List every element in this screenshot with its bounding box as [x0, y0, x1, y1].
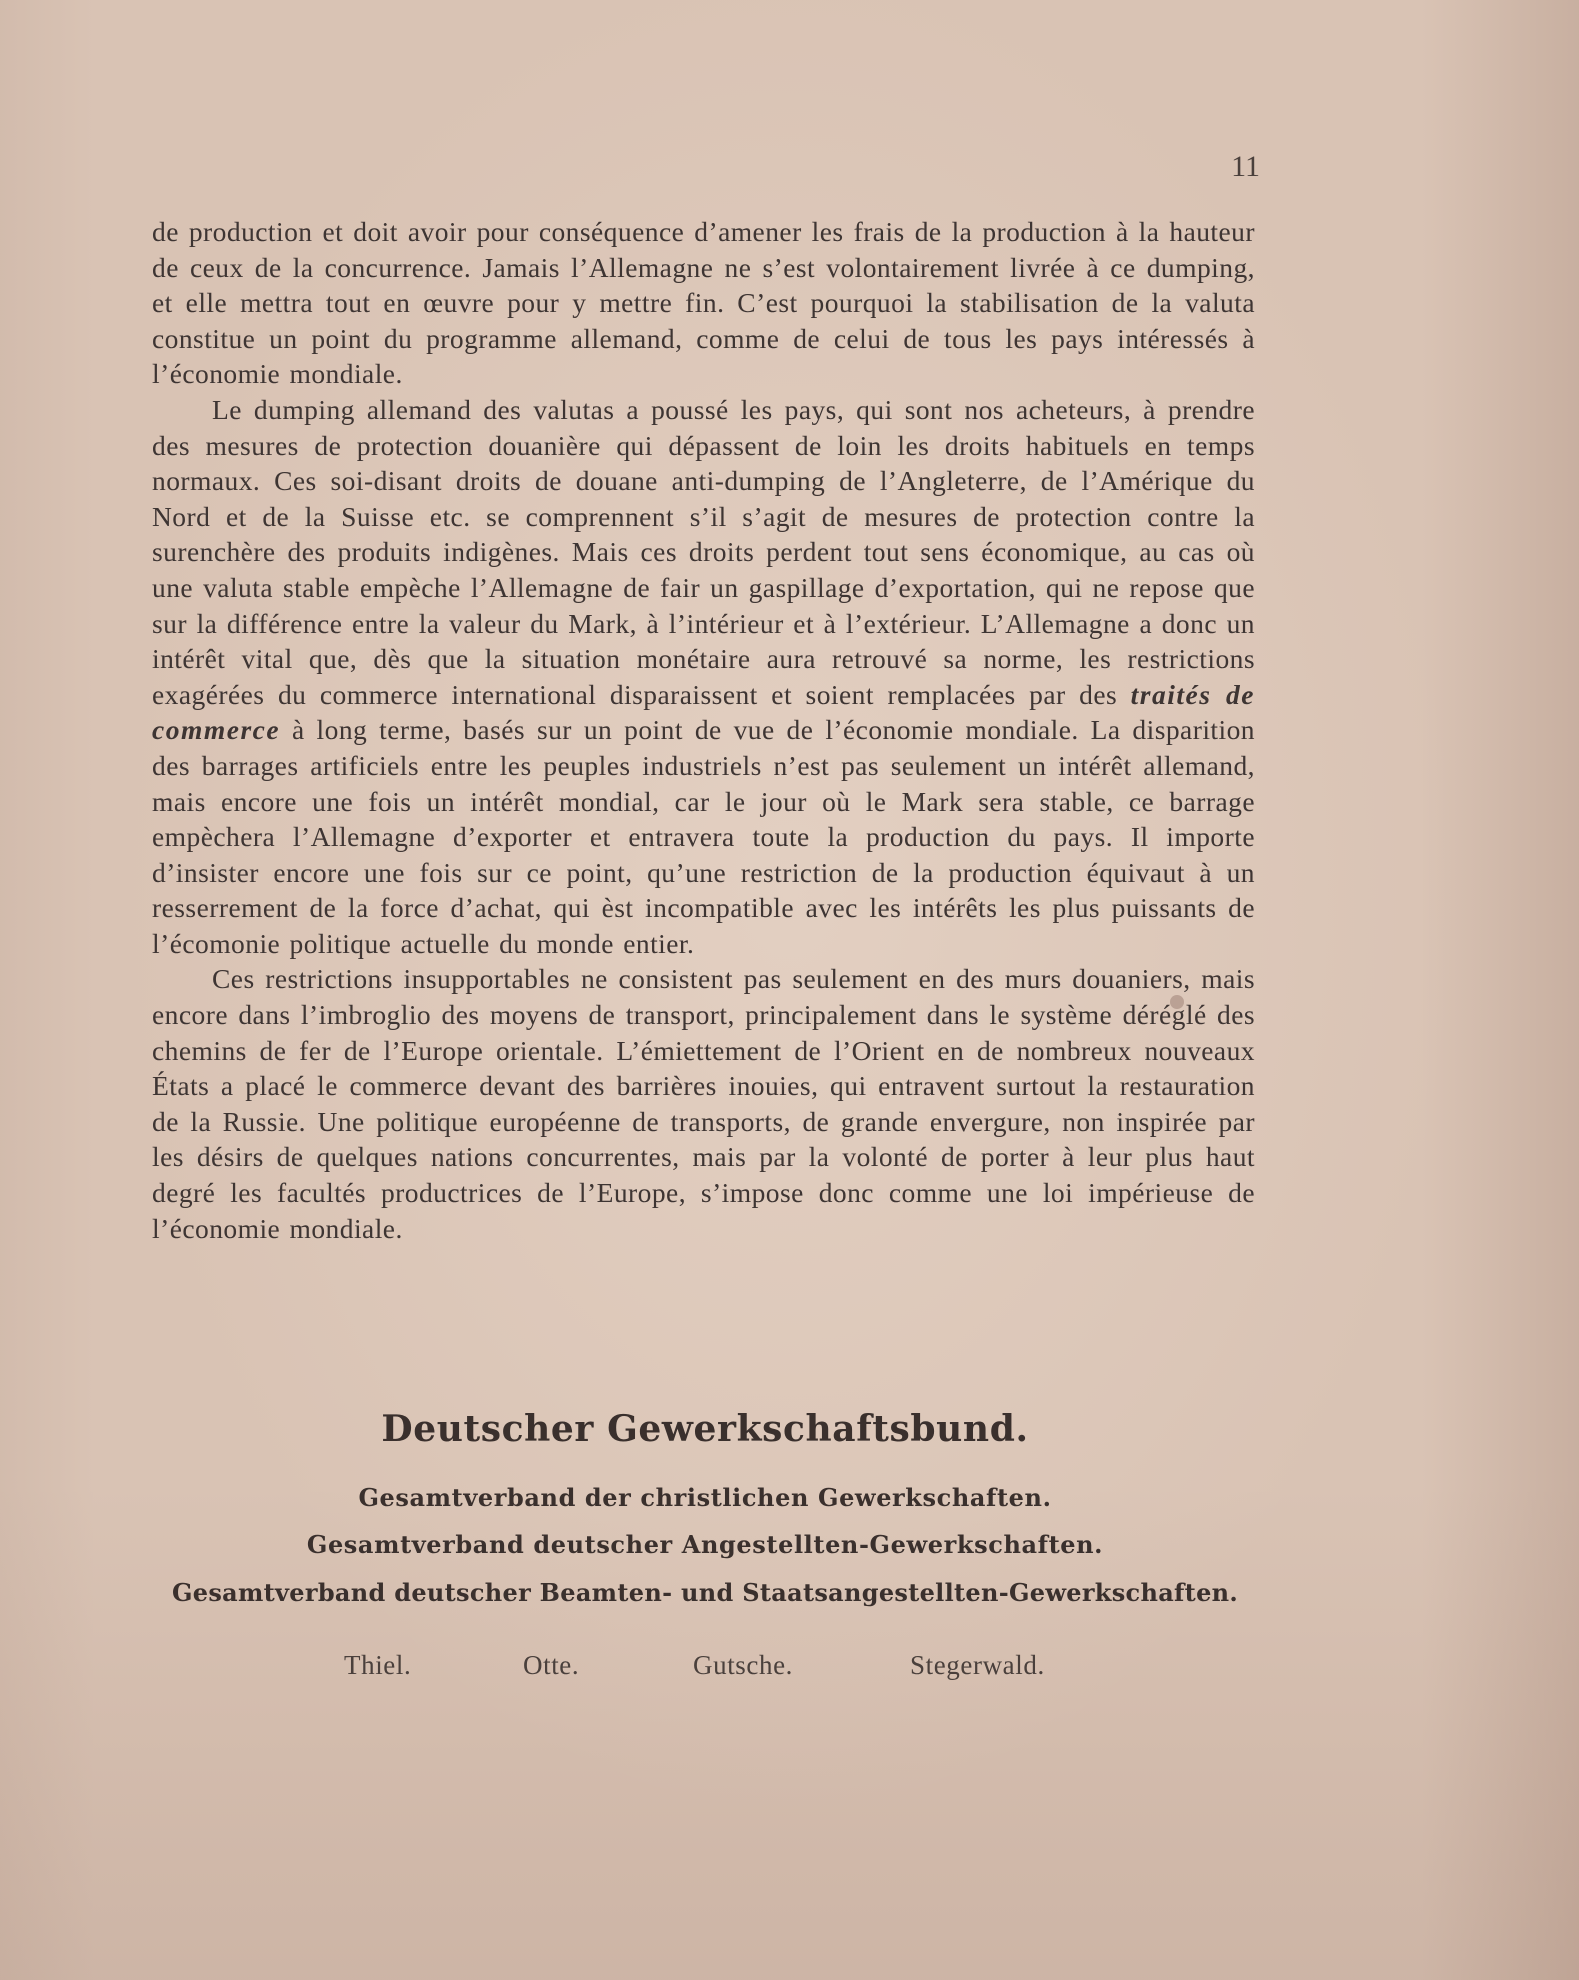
emphasis-traites-de-commerce: traités de commerce — [152, 678, 1255, 746]
signatory-name-stegerwald: Stegerwald. — [910, 1650, 1045, 1680]
page-number: 11 — [1231, 150, 1260, 183]
paragraph-3-text: Ces restrictions insupportables ne consistent pas seulement en des murs douaniers, mais encore dans l’imbroglio des moyens de transport, principalement dans le système déréglé des chemins de fer de l’Europe orientale. L’émiettement de l’Orient en de nombreux nouveaux États a placé le commerce devant des barrières inouies, qui entravent surtout la restauration de la Russie. Une politique européenne de transports, de grande envergure, non inspirée par les désirs de quelques nations concurrentes, mais par la volonté de porter à leur plus haut degré les facultés productrices de l’Europe, s’impose donc comme une loi impérieuse de l’économie mondiale. — [152, 963, 1255, 1244]
paragraph-3 — [152, 961, 1255, 1246]
paragraph-2-text-a: Le dumping allemand des valutas a poussé les pays, qui sont nos acheteurs, à prendre des mesures de protection douanière qui dépassent de loin les droits habituels en temps normaux. Ces soi-disant droits de douane anti-dumping de l’Angleterre, de l’Amérique du Nord et de la Suisse etc. se comprennent s’il s’agit de mesures de protection contre la surenchère des produits indigènes. Mais ces droits perdent tout sens économique, au cas où une valuta stable empèche l’Allemagne de fair un gaspillage d’exportation, qui ne repose que sur la différence entre la valeur du Mark, à l’intérieur et à l’extérieur. L’Allemagne a donc un intérêt vital que, dès que la situation monétaire aura retrouvé sa norme, les restrictions exagérées du commerce international disparaissent et soient remplacées par des — [152, 393, 1255, 710]
paragraph-1 — [152, 214, 1255, 392]
signatory-name-thiel: Thiel. — [344, 1650, 412, 1680]
signature-line-christian-unions: Gesamtverband der christlichen Gewerkschaften. — [358, 1483, 1052, 1512]
signature-line-civil-servant-unions: Gesamtverband deutscher Beamten- und Staatsangestellten-Gewerkschaften. — [171, 1578, 1239, 1607]
signature-line-employee-unions: Gesamtverband deutscher Angestellten-Gewerkschaften. — [306, 1530, 1104, 1559]
signatory-name-otte: Otte. — [523, 1650, 580, 1680]
body-text — [152, 214, 1255, 1246]
signatory-name-gutsche: Gutsche. — [693, 1650, 794, 1680]
signature-title: Deutscher Gewerkschaftsbund. — [381, 1408, 1029, 1450]
ink-stain — [1170, 995, 1184, 1009]
paragraph-2-text-b: à long terme, basés sur un point de vue de l’économie mondiale. La disparition des barrages artificiels entre les peuples industriels n’est pas seulement un intérêt allemand, mais encore une fois un intérêt mondial, car le jour où le Mark sera stable, ce barrage empèchera l’Allemagne d’exporter et entravera toute la production du pays. Il importe d’insister encore une fois sur ce point, qu’une restriction de la production équivaut à un resserrement de la force d’achat, qui èst incompatible avec les intérêts les plus puissants de l’écomonie politique actuelle du monde entier. — [152, 714, 1255, 959]
paragraph-2 — [152, 392, 1255, 962]
paragraph-1-text: de production et doit avoir pour conséquence d’amener les frais de la production à la hauteur de ceux de la concurrence. Jamais l’Allemagne ne s’est volontairement livrée à ce dumping, et elle mettra tout en œuvre pour y mettre fin. C’est pourquoi la stabilisation de la valuta constitue un point du programme allemand, comme de celui de tous les pays intéressés à l’économie mondiale. — [152, 216, 1255, 390]
